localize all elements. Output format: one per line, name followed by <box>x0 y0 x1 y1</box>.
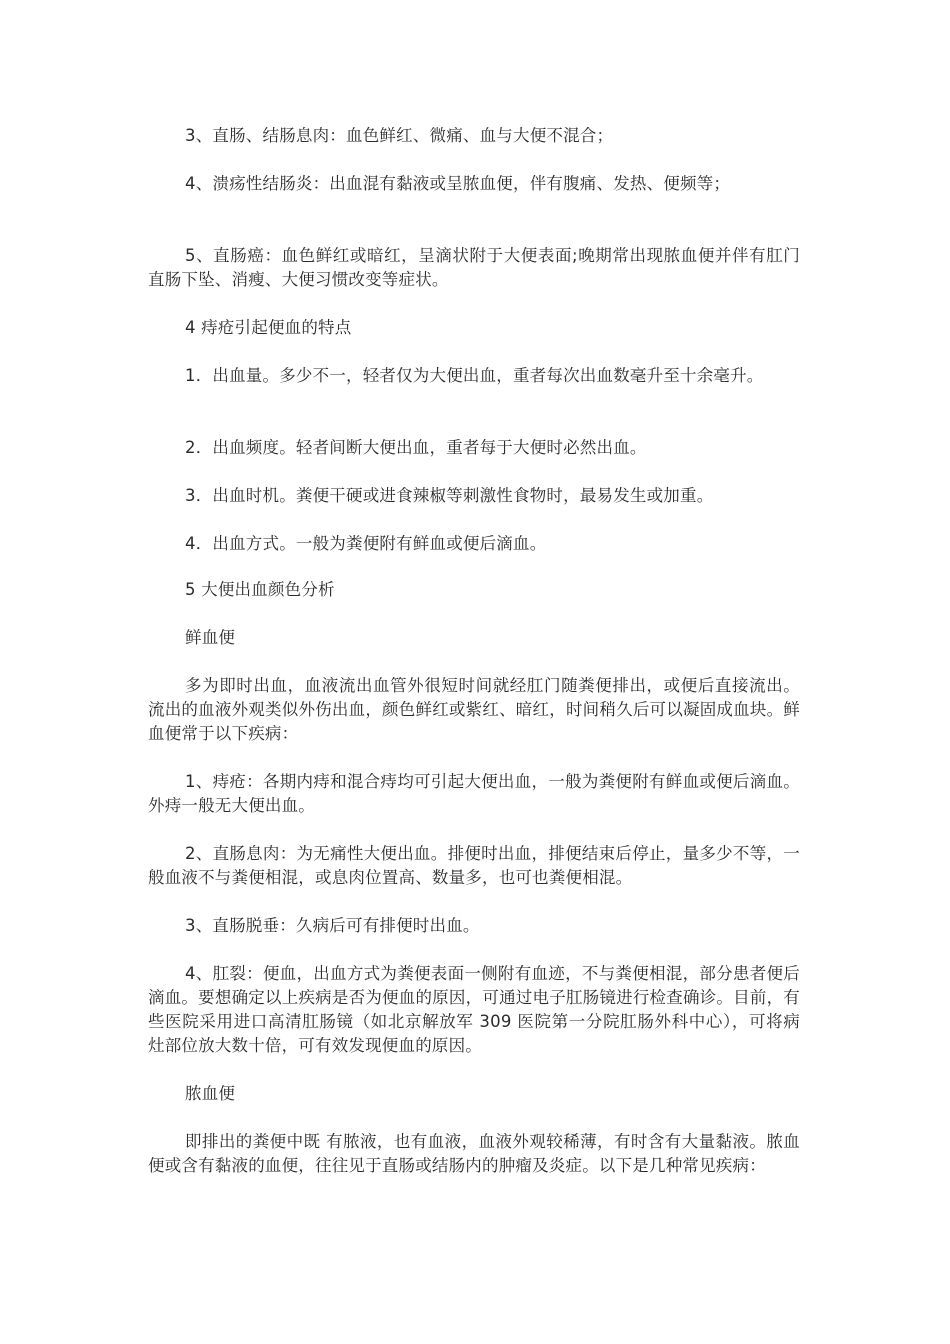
paragraph-bleeding-manner: 4．出血方式。一般为粪便附有鲜血或便后滴血。 <box>185 534 547 553</box>
paragraph-bleeding-timing: 3．出血时机。粪便干硬或进食辣椒等刺激性食物时，最易发生或加重。 <box>185 486 714 505</box>
section-heading-stool-color: 5 大便出血颜色分析 <box>185 580 335 599</box>
paragraph-pus-blood-description: 即排出的粪便中既 有脓液，也有血液，血液外观较稀薄，有时含有大量黏液。脓血便或含有黏液的血便，往往见于直肠或结肠内的肿瘤及炎症。以下是几种常见疾病： <box>148 1132 800 1175</box>
paragraph-anal-fissure: 4、肛裂：便血，出血方式为粪便表面一侧附有血迹，不与粪便相混，部分患者便后滴血。要想确定以上疾病是否为便血的原因，可通过电子肛肠镜进行检查确诊。目前，有些医院采用进口高清肛肠镜（如北京解放军 309 医院第一分院肛肠外科中心），可将病灶部位放大数十倍，可有效发现便血的原因。 <box>148 964 800 1055</box>
paragraph-rectal-prolapse: 3、直肠脱垂：久病后可有排便时出血。 <box>185 916 480 935</box>
paragraph-bleeding-amount: 1．出血量。多少不一，轻者仅为大便出血，重者每次出血数毫升至十余毫升。 <box>185 366 764 385</box>
paragraph-ulcerative-colitis: 4、溃疡性结肠炎：出血混有黏液或呈脓血便，伴有腹痛、发热、便频等； <box>185 174 731 193</box>
paragraph-bleeding-frequency: 2．出血频度。轻者间断大便出血，重者每于大便时必然出血。 <box>185 438 647 457</box>
subheading-pus-blood-stool: 脓血便 <box>185 1084 236 1103</box>
paragraph-rectal-cancer: 5、直肠癌：血色鲜红或暗红，呈滴状附于大便表面;晚期常出现脓血便并伴有肛门直肠下坠、消瘦、大便习惯改变等症状。 <box>148 246 800 289</box>
section-heading-hemorrhoid-bleeding: 4 痔疮引起便血的特点 <box>185 318 352 337</box>
paragraph-polyp: 3、直肠、结肠息肉：血色鲜红、微痛、血与大便不混合； <box>185 126 614 145</box>
paragraph-hemorrhoids: 1、痔疮：各期内痔和混合痔均可引起大便出血，一般为粪便附有鲜血或便后滴血。外痔一般无大便出血。 <box>148 772 800 815</box>
subheading-fresh-blood-stool: 鲜血便 <box>185 628 236 647</box>
paragraph-fresh-blood-description: 多为即时出血，血液流出血管外很短时间就经肛门随粪便排出，或便后直接流出。流出的血液外观类似外伤出血，颜色鲜红或紫红、暗红，时间稍久后可以凝固成血块。鲜血便常于以下疾病： <box>148 676 800 743</box>
paragraph-rectal-polyp: 2、直肠息肉：为无痛性大便出血。排便时出血，排便结束后停止，量多少不等，一般血液不与粪便相混，或息肉位置高、数量多，也可也粪便相混。 <box>148 844 800 887</box>
